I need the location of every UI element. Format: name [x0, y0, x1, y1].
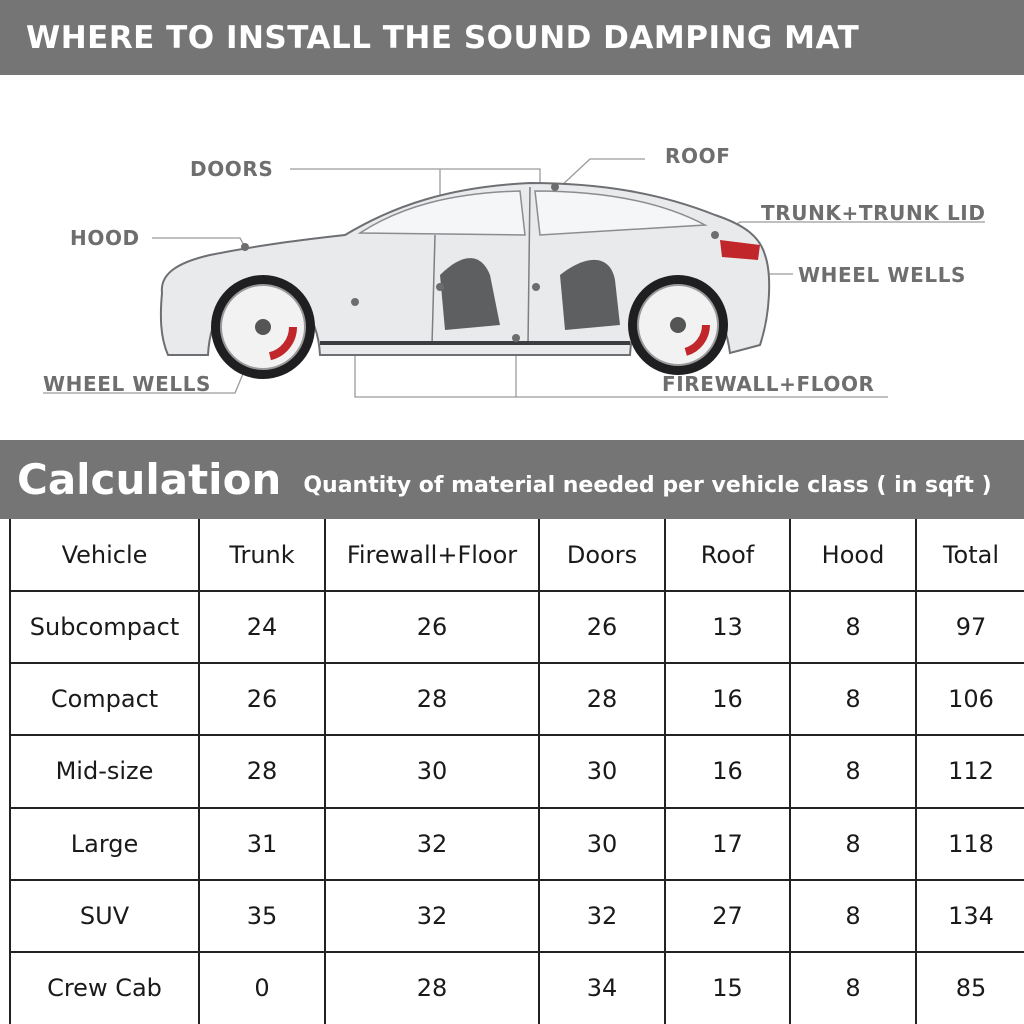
table-header: Doors: [539, 519, 665, 591]
table-cell: 8: [790, 663, 916, 735]
table-cell: 28: [325, 663, 539, 735]
table-header: Firewall+Floor: [325, 519, 539, 591]
table-cell: Subcompact: [10, 591, 199, 663]
table-cell: 28: [539, 663, 665, 735]
table-cell: 106: [916, 663, 1024, 735]
table-row: [10, 808, 1024, 880]
table-header: Roof: [665, 519, 790, 591]
table-cell: 134: [916, 880, 1024, 952]
table-cell: Compact: [10, 663, 199, 735]
callout-wheel-wells-front: WHEEL WELLS: [43, 372, 212, 396]
table-cell: 32: [325, 880, 539, 952]
table-cell: Large: [10, 808, 199, 880]
table-row: [10, 735, 1024, 807]
table-header-row: [10, 519, 1024, 591]
table-cell: 27: [665, 880, 790, 952]
callout-wheel-wells-rear: WHEEL WELLS: [798, 263, 967, 287]
table-cell: 112: [916, 735, 1024, 807]
table-cell: 26: [325, 591, 539, 663]
car-diagram: [0, 75, 1024, 440]
table-cell: 13: [665, 591, 790, 663]
calculation-table: [9, 519, 1024, 1024]
table-cell: 28: [325, 952, 539, 1024]
calculation-subtitle: Quantity of material needed per vehicle class ( in sqft ): [303, 473, 992, 498]
header-banner: [0, 0, 1024, 75]
table-header: Trunk: [199, 519, 325, 591]
table-cell: 8: [790, 735, 916, 807]
table-cell: 30: [539, 808, 665, 880]
table-cell: 8: [790, 591, 916, 663]
table-cell: 16: [665, 735, 790, 807]
callout-doors: DOORS: [190, 157, 274, 181]
table-cell: 30: [325, 735, 539, 807]
table-cell: 32: [325, 808, 539, 880]
car-body: [161, 183, 769, 379]
table-cell: 0: [199, 952, 325, 1024]
page-title: WHERE TO INSTALL THE SOUND DAMPING MAT: [26, 19, 860, 56]
table-cell: SUV: [10, 880, 199, 952]
table-row: [10, 952, 1024, 1024]
table-cell: Crew Cab: [10, 952, 199, 1024]
table-cell: 8: [790, 952, 916, 1024]
table-cell: 24: [199, 591, 325, 663]
table-cell: Mid-size: [10, 735, 199, 807]
table-cell: 26: [199, 663, 325, 735]
table-cell: 8: [790, 808, 916, 880]
calculation-title: Calculation: [17, 455, 282, 504]
table-cell: 85: [916, 952, 1024, 1024]
table-header: Hood: [790, 519, 916, 591]
table-row: [10, 591, 1024, 663]
table-cell: 97: [916, 591, 1024, 663]
callout-firewall-floor: FIREWALL+FLOOR: [662, 372, 875, 396]
table-cell: 32: [539, 880, 665, 952]
callout-roof: ROOF: [665, 144, 731, 168]
callout-hood: HOOD: [70, 226, 140, 250]
table-cell: 31: [199, 808, 325, 880]
table-cell: 26: [539, 591, 665, 663]
table-cell: 17: [665, 808, 790, 880]
calculation-banner: [0, 440, 1024, 519]
table-row: [10, 663, 1024, 735]
table-header: Total: [916, 519, 1024, 591]
table-cell: 30: [539, 735, 665, 807]
table-cell: 15: [665, 952, 790, 1024]
table-cell: 16: [665, 663, 790, 735]
table-cell: 35: [199, 880, 325, 952]
table-cell: 28: [199, 735, 325, 807]
table-row: [10, 880, 1024, 952]
table-header: Vehicle: [10, 519, 199, 591]
callout-trunk-lid: TRUNK+TRUNK LID: [761, 201, 986, 225]
table-cell: 34: [539, 952, 665, 1024]
table-cell: 118: [916, 808, 1024, 880]
table-cell: 8: [790, 880, 916, 952]
